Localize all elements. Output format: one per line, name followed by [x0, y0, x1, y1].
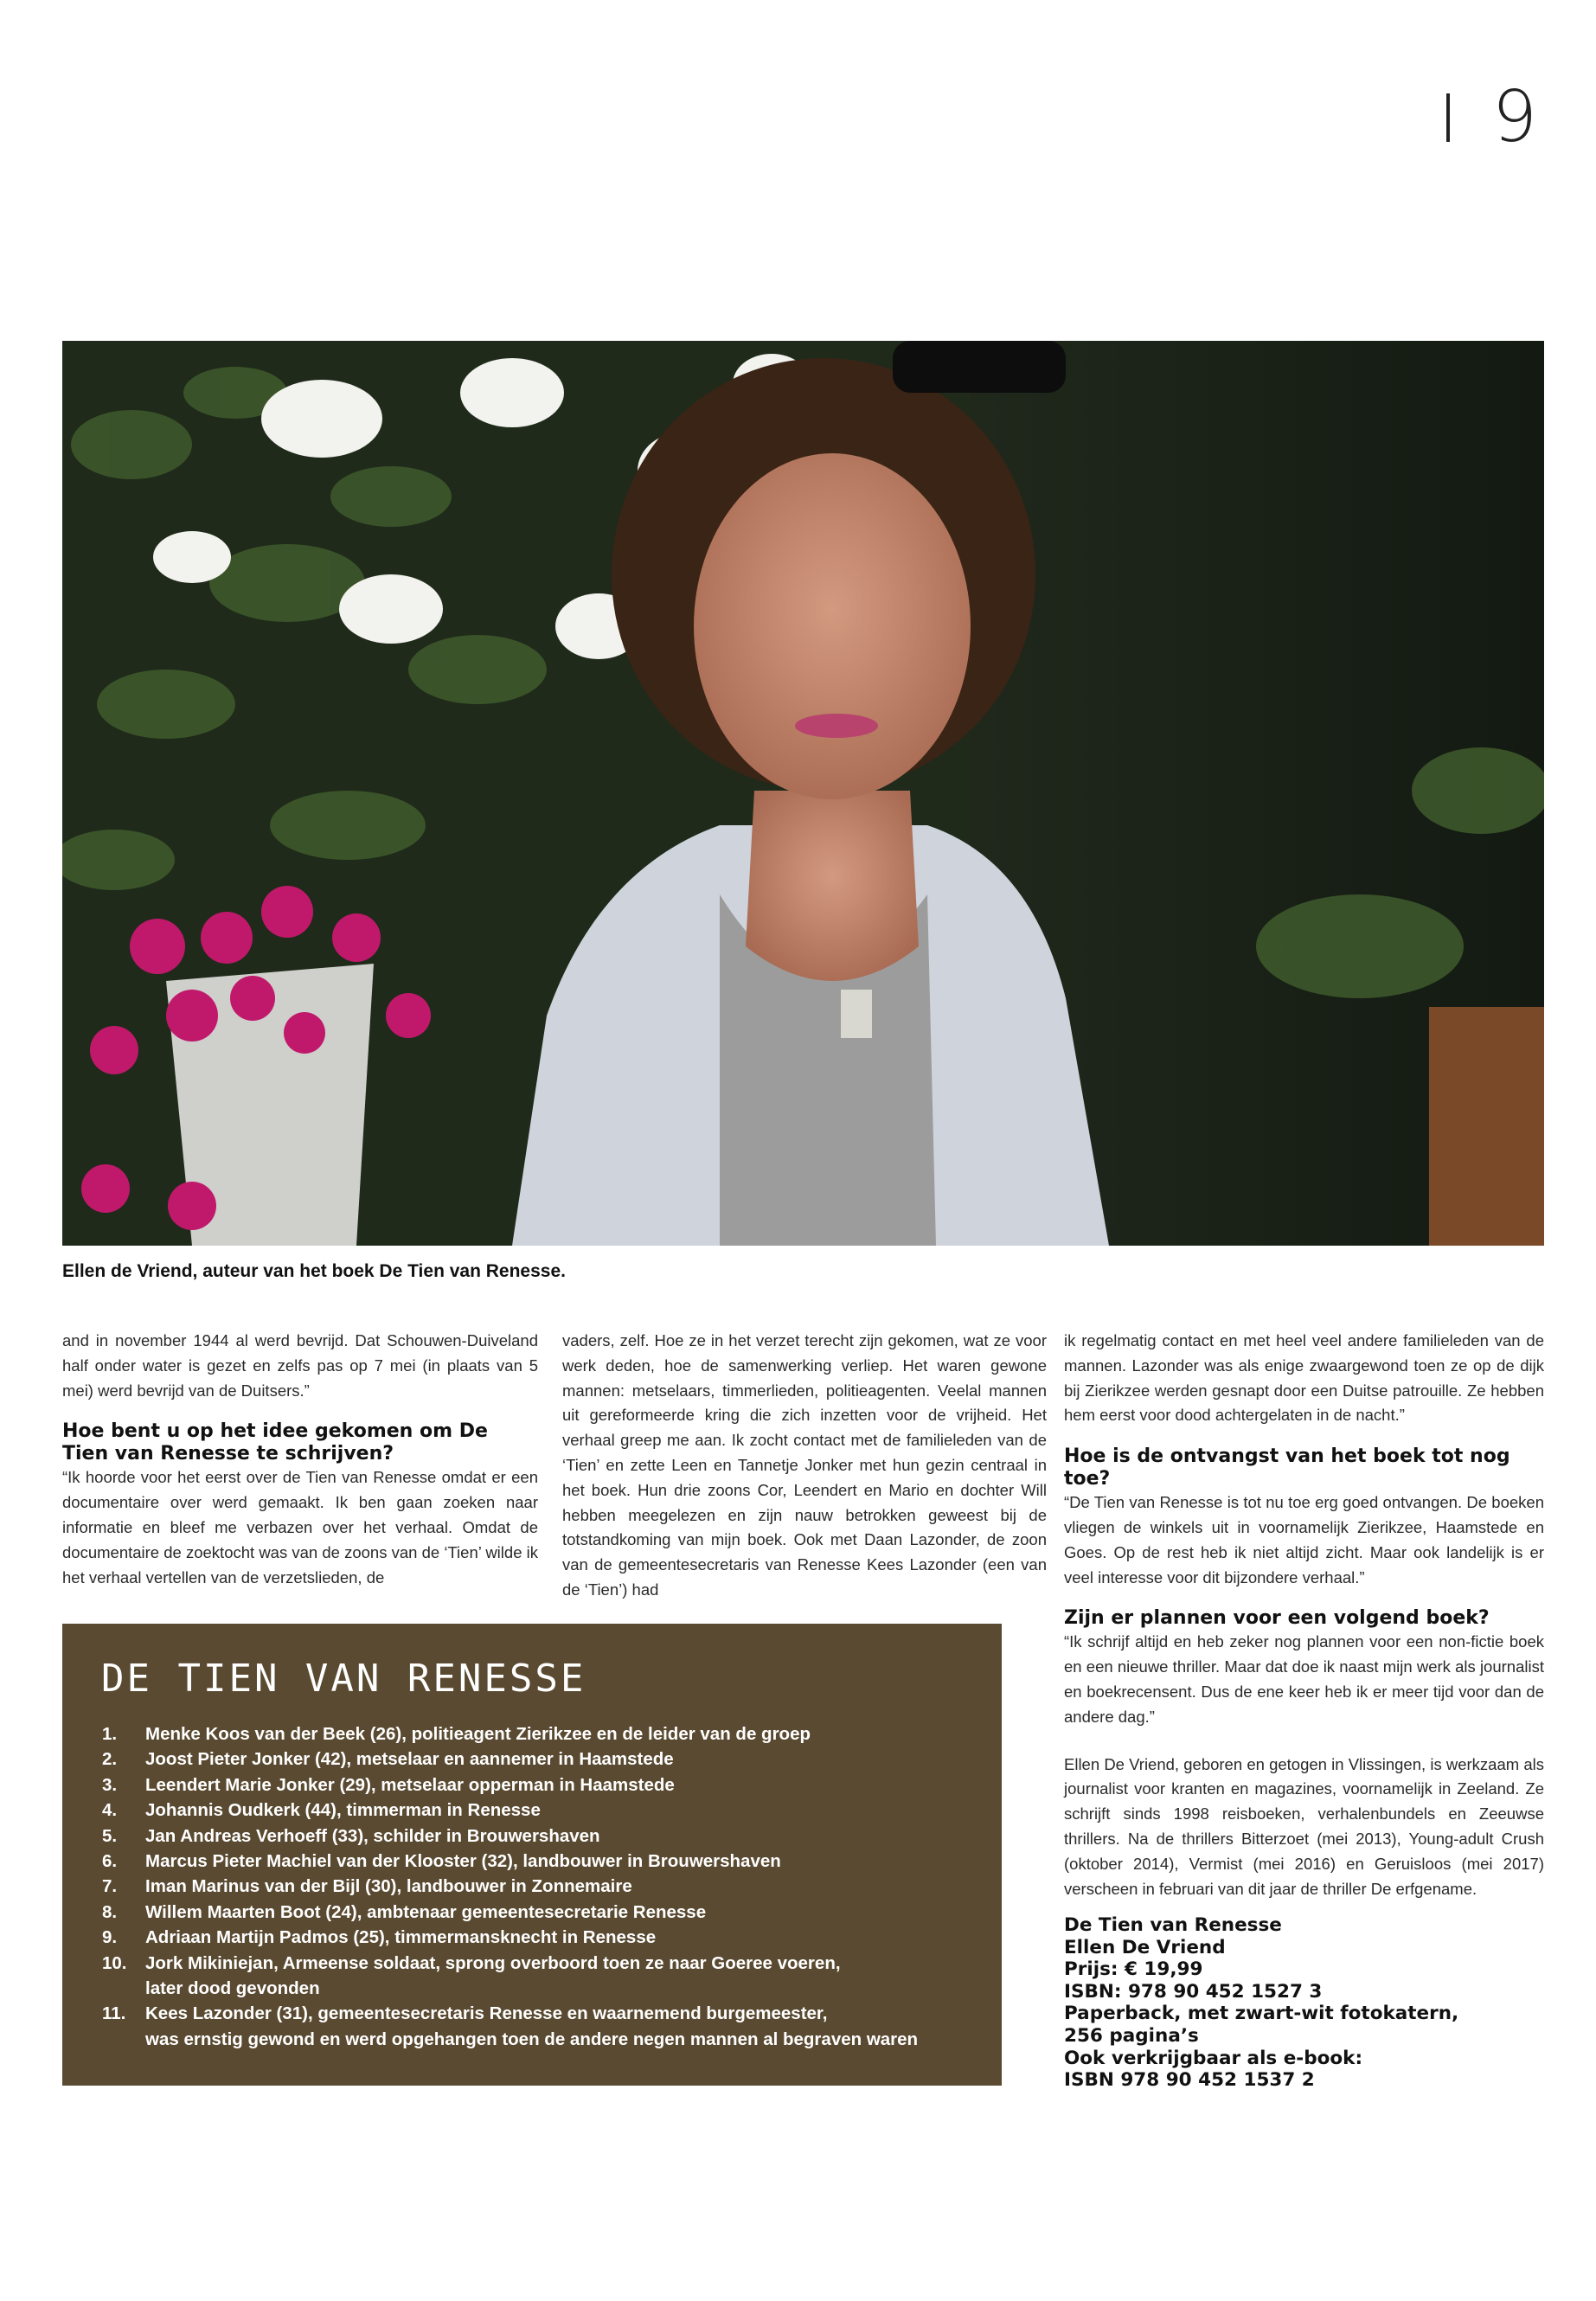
question-idea-heading: Hoe bent u op het idee gekomen om De Tien van Renesse te schrijven? [62, 1420, 488, 1465]
column-1-intro: and in november 1944 al werd bevrijd. Dat Schouwen-Duiveland half onder water is gezet en zelfs pas op 7 mei (in plaats van 5 mei) werd bevrijd van de Duitsers.” [62, 1331, 538, 1400]
author-bio: Ellen De Vriend, geboren en getogen in Vlissingen, is werkzaam als journalist voor kranten en magazines, voornamelijk in Zeeland. Ze schrijft sinds 1998 reisboeken, verhalenbundels en Zeeuwse thrillers. Na de thrillers Bitterzoet (mei 2013), Young-adult Crush (oktober 2014), Vermist (mei 2016) en Geruisloos (mei 2017) verscheen in februari van dit jaar de thriller De erfgename. [1064, 1754, 1544, 1898]
names-box-title: DE TIEN VAN RENESSE [101, 1657, 586, 1701]
answer-next-book-text: “Ik schrijf altijd en heb zeker nog plannen voor een non-fictie boek en een nieuwe thriller. Maar dat doe ik naast mijn werk als journalist en boekrecensent. Dus de ene keer heb ik er meer tijd voor dan de andere dag.” [1064, 1632, 1544, 1726]
list-item [102, 1925, 976, 1950]
list-item [102, 2001, 976, 2052]
book-author: Ellen De Vriend [1064, 1936, 1226, 1958]
column-2-text: vaders, zelf. Hoe ze in het verzet terecht zijn gekomen, wat ze voor werk deden, hoe de samenwerking verliep. Het waren gewone mannen: metselaars, timmerlieden, politieagenten. Veelal mannen uit gereformeerde kring die zich inzetten voor de vrijheid. Het verhaal greep me aan. Ik zocht contact met de familieleden van de ‘Tien’ en zette Leen en Tannetje Jonker met hun gezin centraal in het boek. Hun drie zoons Cor, Leendert en Mario en dochter Will hebben meegelezen en zijn nauw betrokken geweest bij de totstandkoming van mijn boek. Ook met Daan Lazonder, de zoon van de gemeentesecretaris van Renesse Kees Lazonder (een van de ‘Tien’) had [562, 1331, 1047, 1599]
book-pages: 256 pagina’s [1064, 2024, 1199, 2047]
lips [795, 714, 878, 738]
names-list [102, 1721, 976, 2052]
list-item-number: 11. [102, 2003, 126, 2024]
bench [1429, 1007, 1544, 1246]
list-item-number: 8. [102, 1901, 118, 1922]
list-item-number: 2. [102, 1749, 118, 1770]
question-next-book-heading: Zijn er plannen voor een volgend boek? [1064, 1607, 1490, 1630]
question-reception-heading: Hoe is de ontvangst van het boek tot nog toe? [1064, 1445, 1510, 1490]
list-item-text: Marcus Pieter Machiel van der Klooster (32), landbouwer in Brouwershaven [145, 1851, 781, 1872]
answer-reception-text: “De Tien van Renesse is tot nu toe erg goed ontvangen. De boeken vliegen de winkels uit in voornamelijk Zierikzee, Haamstede en Goes. Op de rest heb ik niet altijd zicht. Maar ook landelijk is er veel interesse voor dit bijzondere verhaal.” [1064, 1493, 1544, 1586]
book-info [1064, 1914, 1544, 2092]
list-item-number: 4. [102, 1800, 118, 1821]
list-item-text: Joost Pieter Jonker (42), metselaar en aannemer in Haamstede [145, 1749, 674, 1770]
list-item [102, 1772, 976, 1798]
pendant [841, 990, 872, 1038]
book-ebook-isbn: ISBN 978 90 452 1537 2 [1064, 2069, 1315, 2092]
list-item [102, 1747, 976, 1772]
list-item-number: 1. [102, 1724, 118, 1744]
article-column-1 [62, 1329, 538, 1590]
list-item-text: Johannis Oudkerk (44), timmerman in Renesse [145, 1800, 541, 1821]
list-item-text: Menke Koos van der Beek (26), politieagent Zierikzee en de leider van de groep [145, 1724, 811, 1744]
list-item [102, 1798, 976, 1823]
sunglasses [893, 341, 1066, 393]
list-item-number: 3. [102, 1774, 118, 1795]
article-column-2 [562, 1329, 1047, 1603]
page-number: 9 [1491, 76, 1537, 158]
author-photo-illustration [62, 341, 1544, 1246]
list-item-text: Kees Lazonder (31), gemeentesecretaris Renesse en waarnemend burgemeester, was ernstig gewond en werd opgehangen toen de andere negen mannen al begraven waren [145, 2003, 919, 2049]
list-item [102, 1721, 976, 1747]
page-tick [1446, 93, 1450, 142]
list-item-text: Willem Maarten Boot (24), ambtenaar gemeentesecretarie Renesse [145, 1901, 707, 1922]
list-item-number: 10. [102, 1952, 127, 1973]
answer-idea-text: “Ik hoorde voor het eerst over de Tien van Renesse omdat er een documentaire over werd gemaakt. Ik ben gaan zoeken naar informatie en bleef me verbazen over het verhaal. Omdat de documentaire de zoektocht was van de zoons van de ‘Tien’ wilde ik het verhaal vertellen van de verzetslieden, de [62, 1468, 538, 1586]
book-format: Paperback, met zwart-wit fotokatern, [1064, 2003, 1459, 2025]
list-item-text: Leendert Marie Jonker (29), metselaar opperman in Haamstede [145, 1774, 675, 1795]
list-item [102, 1874, 976, 1899]
article-column-3 [1064, 1329, 1544, 1901]
book-ebook: Ook verkrijgbaar als e-book: [1064, 2047, 1363, 2069]
face [694, 453, 971, 799]
photo-caption: Ellen de Vriend, auteur van het boek De Tien van Renesse. [62, 1261, 566, 1281]
list-item [102, 1900, 976, 1925]
list-item-text: Jork Mikiniejan, Armeense soldaat, sprong overboord toen ze naar Goeree voeren, later dood gevonden [145, 1952, 841, 1999]
list-item-text: Iman Marinus van der Bijl (30), landbouwer in Zonnemaire [145, 1876, 632, 1897]
book-title: De Tien van Renesse [1064, 1914, 1282, 1936]
list-item [102, 1849, 976, 1874]
list-item-text: Adriaan Martijn Padmos (25), timmermansknecht in Renesse [145, 1927, 657, 1948]
list-item [102, 1951, 976, 2002]
author-photo [62, 341, 1544, 1246]
list-item [102, 1823, 976, 1849]
list-item-text: Jan Andreas Verhoeff (33), schilder in Brouwershaven [145, 1825, 600, 1846]
book-price: Prijs: € 19,99 [1064, 1958, 1203, 1981]
list-item-number: 7. [102, 1876, 118, 1897]
column-3-text: ik regelmatig contact en met heel veel andere familieleden van de mannen. Lazonder was als enige zwaargewond toen ze op de dijk bij Zierikzee werden gesnapt door een Duitse patrouille. Ze hebben hem eerst voor dood achtergelaten in de nacht.” [1064, 1331, 1544, 1425]
neck [746, 791, 919, 981]
book-isbn: ISBN: 978 90 452 1527 3 [1064, 1980, 1323, 2003]
list-item-number: 9. [102, 1927, 118, 1948]
list-item-number: 6. [102, 1851, 118, 1872]
list-item-number: 5. [102, 1825, 118, 1846]
names-box [62, 1624, 1002, 2086]
